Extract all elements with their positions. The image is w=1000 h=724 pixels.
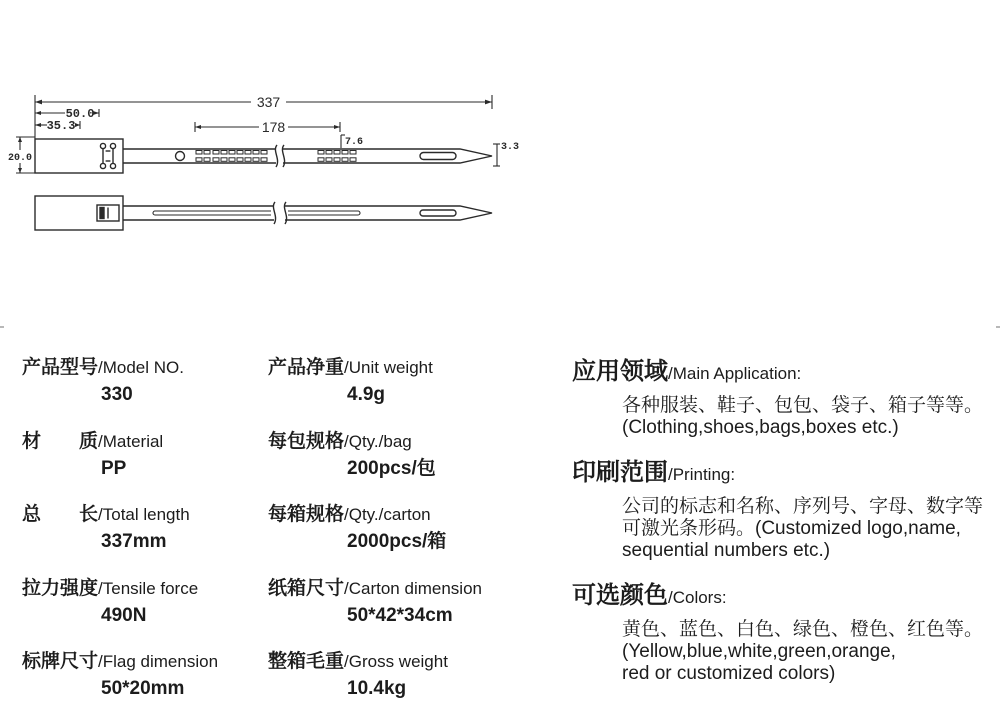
spec-label-en: /Flag dimension: [98, 652, 219, 671]
spec-value: 330: [101, 384, 133, 405]
detail-line: 公司的标志和名称、序列号、字母、数字等: [622, 496, 984, 517]
spec-value: 50*20mm: [101, 678, 185, 699]
detail-colors: [572, 582, 996, 685]
spec-label-en: /Tensile force: [98, 578, 199, 598]
spec-label-cn: 产品净重: [268, 357, 345, 378]
spec-label: [22, 503, 262, 527]
spec-label-cn: 总 长: [22, 504, 99, 525]
spec-material: [22, 430, 262, 504]
detail-title-cn: 可选颜色: [572, 582, 668, 609]
detail-body: [572, 395, 996, 439]
dim-mid-length: 178: [261, 119, 286, 135]
spec-value: PP: [101, 457, 127, 479]
spec-label: [268, 650, 558, 674]
detail-title: [572, 459, 996, 487]
detail-body: [572, 619, 996, 685]
detail-line: 各种服装、鞋子、包包、袋子、箱子等等。: [622, 395, 984, 416]
detail-body: [572, 496, 996, 562]
spec-label-cn: 整箱毛重: [268, 651, 345, 672]
dim-flag-height: 20.0: [7, 153, 33, 164]
flag-outline: [35, 139, 123, 173]
spec-value: 200pcs/包: [347, 457, 436, 479]
dim-overall-length: 337: [256, 94, 281, 110]
spec-tensile-force: [22, 577, 262, 651]
strap-channel: [288, 211, 360, 215]
spec-label-en: /Gross weight: [344, 652, 448, 671]
detail-title: [572, 358, 996, 386]
spec-label: [22, 650, 262, 674]
separator-mark: [0, 326, 4, 328]
spec-label: [268, 430, 558, 454]
spec-label-en: /Model NO.: [98, 358, 184, 377]
spec-label: [268, 503, 558, 527]
spec-label-cn: 拉力强度: [22, 577, 99, 599]
spec-label-en: /Carton dimension: [344, 578, 482, 598]
spec-label: [22, 430, 262, 454]
detail-title-cn: 印刷范围: [572, 459, 668, 486]
spec-label-en: /Qty./bag: [344, 431, 412, 451]
detail-main-application: [572, 358, 996, 439]
spec-label: [268, 577, 558, 601]
strap-channel: [153, 211, 271, 215]
spec-flag-dimension: [22, 650, 262, 724]
lock-insert: [100, 208, 104, 219]
seal-top-view: [35, 139, 492, 173]
spec-label-cn: 材 质: [22, 430, 99, 452]
spec-column-left: [22, 356, 262, 724]
spec-gross-weight: [268, 650, 558, 724]
seal-side-view: [35, 196, 492, 230]
dim-flag-length: 50.0: [65, 107, 95, 121]
spec-unit-weight: [268, 356, 558, 430]
detail-title-en: /Main Application:: [668, 364, 802, 383]
break-mark: [273, 202, 286, 224]
spec-qty-bag: [268, 430, 558, 504]
strap-tail: [283, 149, 492, 163]
detail-printing: [572, 459, 996, 562]
spec-column-middle: [268, 356, 558, 724]
spec-label-en: /Material: [98, 431, 164, 451]
detail-title-en: /Colors:: [668, 588, 727, 607]
spec-value: 10.4kg: [347, 678, 407, 699]
spec-label-en: /Unit weight: [344, 358, 433, 377]
strap-slot: [420, 153, 456, 160]
detail-line: (Clothing,shoes,bags,boxes etc.): [622, 417, 899, 438]
spec-value: 2000pcs/箱: [347, 531, 447, 552]
dim-tip: 3.3: [501, 142, 520, 153]
spec-label-cn: 标牌尺寸: [22, 651, 99, 672]
detail-line: 可激光条形码。(Customized logo,name,: [622, 518, 961, 539]
strap-segment: [123, 206, 274, 220]
dim-pitch: 7.6: [345, 137, 364, 148]
detail-title-en: /Printing:: [668, 465, 736, 484]
spec-label-cn: 每包规格: [268, 430, 345, 452]
spec-total-length: [22, 503, 262, 577]
detail-title: [572, 582, 996, 610]
spec-value: 4.9g: [347, 384, 386, 405]
dim-lock-position: 35.3: [46, 119, 76, 133]
spec-carton-dimension: [268, 577, 558, 651]
detail-line: 黄色、蓝色、白色、绿色、橙色、红色等。: [622, 619, 984, 640]
technical-drawing: [0, 0, 1000, 320]
spec-label: [268, 356, 558, 380]
separator-mark: [996, 326, 1000, 328]
spec-model-number: [22, 356, 262, 430]
spec-label-cn: 产品型号: [22, 357, 99, 378]
spec-value: 337mm: [101, 531, 167, 552]
spec-label-en: /Qty./carton: [344, 505, 431, 524]
detail-line: (Yellow,blue,white,green,orange,: [622, 641, 896, 662]
spec-label-en: /Total length: [98, 505, 190, 524]
detail-title-cn: 应用领域: [572, 358, 668, 385]
detail-line: sequential numbers etc.): [622, 540, 831, 561]
spec-value: 50*42*34cm: [347, 604, 453, 626]
spec-label: [22, 577, 262, 601]
spec-value: 490N: [101, 604, 147, 626]
spec-label: [22, 356, 262, 380]
spec-qty-carton: [268, 503, 558, 577]
strap-hole: [176, 152, 185, 161]
spec-label-cn: 纸箱尺寸: [268, 577, 345, 599]
strap-slot: [420, 210, 456, 216]
spec-label-cn: 每箱规格: [268, 504, 345, 525]
detail-line: red or customized colors): [622, 663, 836, 684]
strap-tail: [285, 206, 492, 220]
